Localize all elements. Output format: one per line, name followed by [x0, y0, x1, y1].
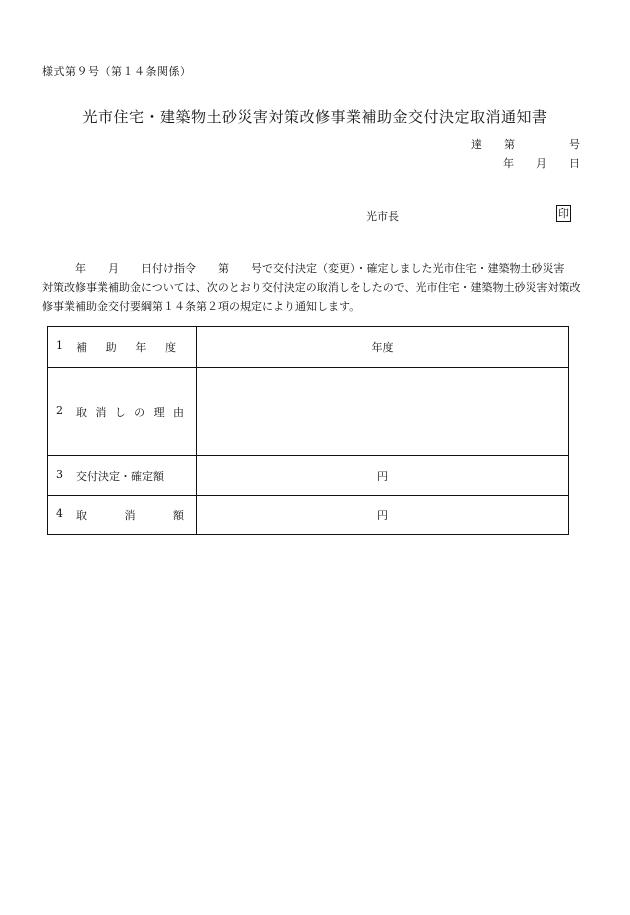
document-number-prefix: 達 [471, 138, 482, 151]
document-number-block [471, 136, 580, 174]
date-day: 日 [569, 157, 580, 170]
row-number: 4 [56, 507, 63, 520]
table-row [48, 368, 569, 456]
row-label-text [76, 339, 176, 355]
label-char: 消 [124, 509, 136, 522]
label-char: 度 [164, 341, 176, 354]
date-month: 月 [536, 157, 547, 170]
fiscal-year-value: 年度 [197, 327, 569, 368]
sender-name: 光市長 [366, 210, 399, 223]
notice-body [42, 259, 596, 316]
body-line-1: 年 月 日付け指令 第 号で交付決定（変更）・確定しました光市住宅・建築物土砂災害 [42, 262, 565, 275]
decided-amount-value: 円 [197, 456, 569, 496]
row-number: 2 [56, 403, 63, 417]
row-label-text [76, 404, 184, 420]
row-label-text: 交付決定・確定額 [76, 469, 164, 483]
label-char: 消 [95, 405, 107, 419]
document-title: 光市住宅・建築物土砂災害対策改修事業補助金交付決定取消通知書 [82, 108, 548, 126]
form-number: 様式第９号（第１４条関係） [42, 65, 192, 78]
label-char: 額 [173, 509, 184, 522]
label-char: 由 [172, 405, 184, 419]
row-number: 1 [56, 339, 63, 352]
label-char: し [114, 405, 126, 419]
cancellation-reason-value [197, 368, 569, 456]
label-char: 理 [153, 405, 165, 419]
items-table [47, 326, 569, 535]
body-line-2: 対策改修事業補助金については、次のとおり交付決定の取消しをしたので、光市住宅・建築物土砂災害対策改 [42, 281, 581, 294]
body-line-3: 修事業補助金交付要綱第１４条第２項の規定により通知します。 [42, 300, 361, 313]
row-label [48, 368, 197, 456]
document-number [471, 136, 580, 155]
label-char: 取 [76, 509, 87, 522]
label-char: 助 [105, 341, 117, 354]
label-char: 年 [135, 341, 147, 354]
row-label [48, 496, 197, 535]
seal-mark: 印 [558, 207, 569, 220]
document-number-dai: 第 [504, 138, 515, 151]
row-label [48, 456, 197, 496]
table-row [48, 327, 569, 368]
label-char: 補 [76, 341, 87, 354]
document-date [471, 155, 580, 174]
label-char: の [134, 405, 146, 419]
cancelled-amount-value: 円 [197, 496, 569, 535]
table-row [48, 456, 569, 496]
row-label [48, 327, 197, 368]
row-label-text [76, 507, 184, 523]
label-char: 取 [76, 405, 87, 419]
row-number: 3 [56, 467, 63, 481]
table-row [48, 496, 569, 535]
date-year: 年 [503, 157, 514, 170]
document-number-go: 号 [569, 138, 580, 151]
